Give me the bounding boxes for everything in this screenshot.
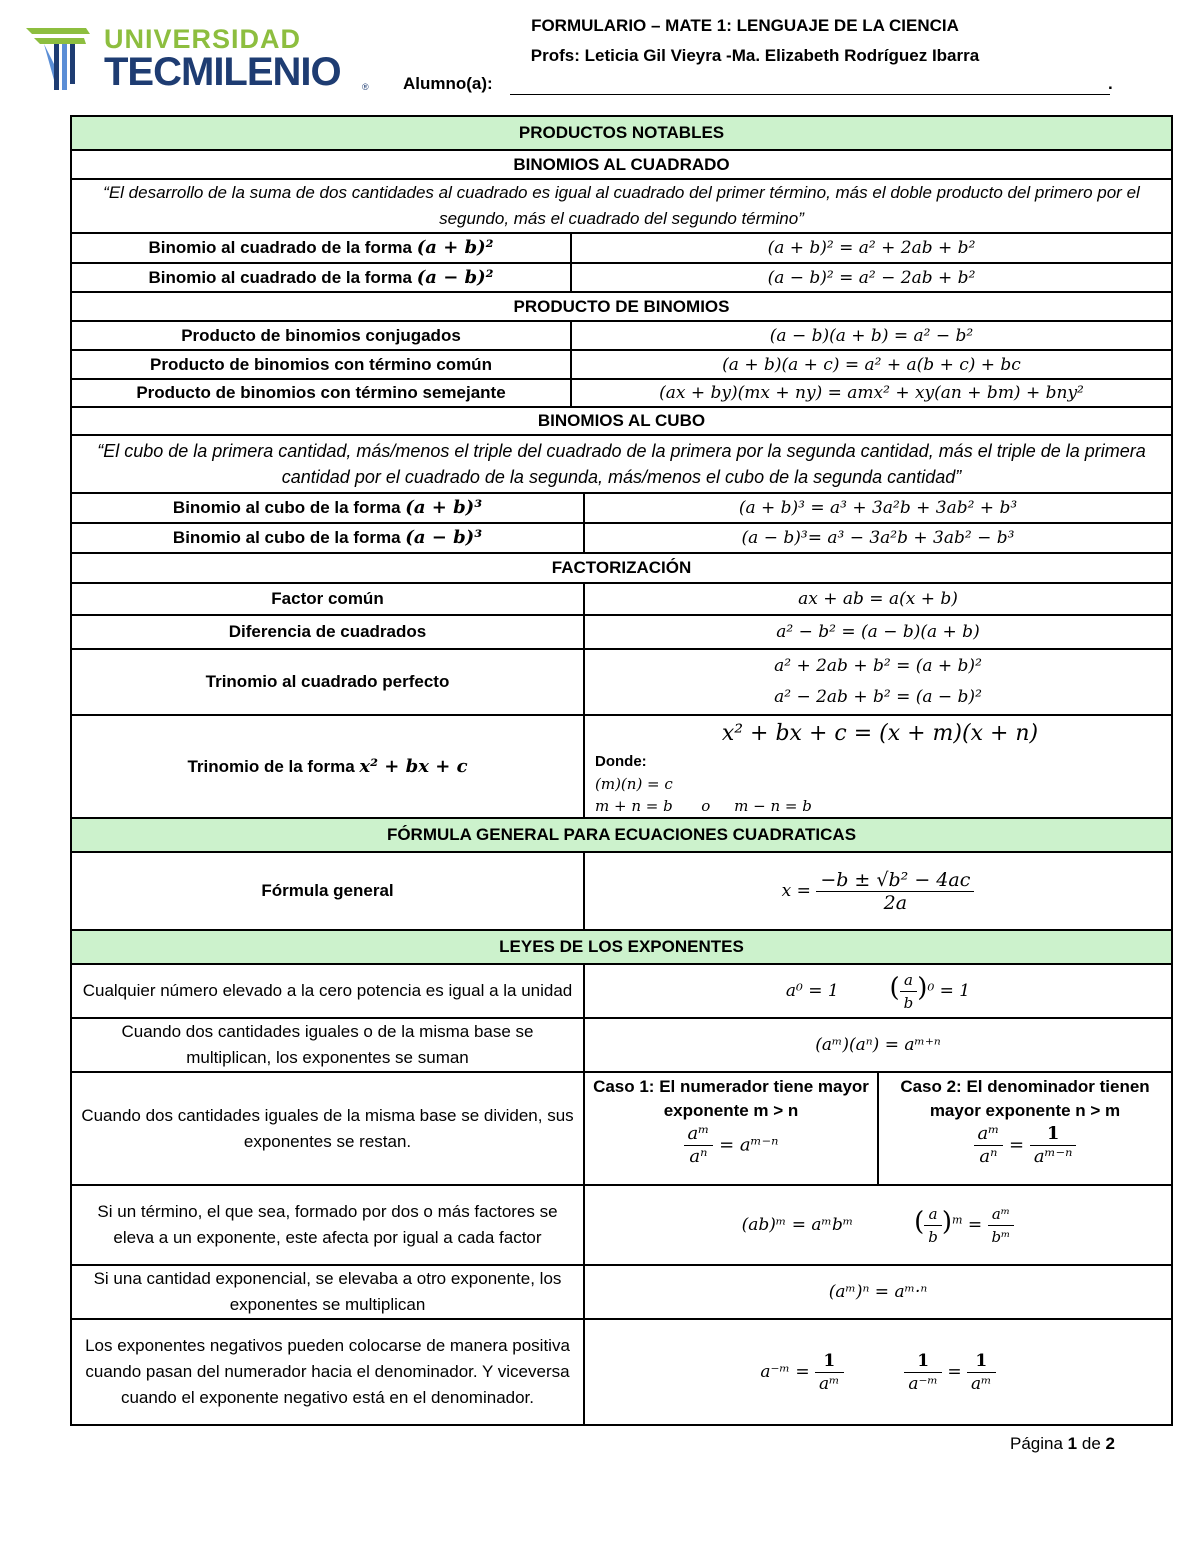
caso-2-eq: = [1009,1134,1025,1156]
caso-1-num: aᵐ [684,1123,714,1146]
ley-negativos-f2-eq: = [947,1361,962,1382]
trinomio-forma-cell [584,715,1172,818]
caso-2-den2: aᵐ⁻ⁿ [1033,1146,1073,1167]
ley-producto-f2-eq: = [967,1214,983,1235]
footer-sep: de [1081,1434,1101,1453]
formula-conjugados: (a − b)(a + b) = a² − b² [571,321,1172,350]
formula-trinomio-perfecto-resta: a² − 2ab + b² = (a − b)² [774,687,982,707]
caso-2 [878,1073,1171,1184]
ley-producto-text: Si un término, el que sea, formado por dos o más factores se eleva a un exponente, este afecta por igual a cada factor [71,1185,584,1265]
logo-line-1: UNIVERSIDAD [104,24,302,54]
formula-binomio-suma: (a + b)² = a² + 2ab + b² [571,233,1172,263]
student-line-end: . [1108,74,1113,93]
footer-prefix: Página [1010,1434,1063,1453]
label-termino-comun: Producto de binomios con término común [71,350,571,379]
formula-trinomio-perfecto-suma: a² + 2ab + b² = (a + b)² [774,656,982,676]
label-termino-semejante: Producto de binomios con término semejante [71,379,571,407]
formula-general-denominator: 2a [883,891,908,914]
formula-trinomio-perfecto [584,649,1172,715]
ley-negativos-f2-den: a⁻ᵐ [908,1373,938,1394]
label-binomio-suma: Binomio al cuadrado de la forma (a + b)² [71,233,571,263]
ley-cero-text: Cualquier número elevado a la cero potencia es igual a la unidad [71,964,584,1018]
ley-division-cases [584,1072,1172,1185]
logo-registered: ® [362,82,369,92]
formula-cubo-resta: (a − b)³= a³ − 3a²b + 3ab² − b³ [584,523,1172,553]
label-cubo-suma: Binomio al cubo de la forma (a + b)³ [71,493,584,523]
logo-line-2: TECMILENIO [104,50,341,94]
ley-negativos-text: Los exponentes negativos pueden colocarse de manera positiva cuando pasan del numerador hacia el denominador. Y viceversa cuando el exponente negativo está en el denominador. [71,1319,584,1425]
ley-cero-formula: a⁰ = 1 ( $\frac{a}{b}$ )⁰ = 1 [584,964,1172,1018]
ley-cero-f2-num: a [900,969,918,992]
professors: Profs: Leticia Gil Vieyra -Ma. Elizabeth Rodríguez Ibarra [530,46,980,65]
ley-negativos-f1-lhs: a⁻ᵐ = [760,1361,810,1382]
subsection-binomios-cubo: BINOMIOS AL CUBO [71,407,1172,435]
formula-factor-comun: ax + ab = a(x + b) [584,583,1172,615]
ley-negativos-f1-num: 1 [815,1350,844,1373]
label-cubo-resta: Binomio al cubo de la forma (a − b)³ [71,523,584,553]
formula-binomio-resta: (a − b)² = a² − 2ab + b² [571,263,1172,292]
condicion-suma: m + n = b o m − n = b [595,796,812,815]
caso-1 [585,1073,878,1184]
formula-general-lhs: x = [781,880,811,901]
ley-producto-formula: (ab)ᵐ = aᵐbᵐ ( $\frac{a}{b}$ )$^m$ = $\frac{\text{aᵐ}}{\text{bᵐ}}$ [584,1185,1172,1265]
ley-potencia-formula: (aᵐ)ⁿ = aᵐ·ⁿ [584,1265,1172,1319]
university-logo [26,24,376,96]
ley-potencia-text: Si una cantidad exponencial, se elevaba a otro exponente, los exponentes se multiplican [71,1265,584,1319]
formula-trinomio-forma: x² + bx + c = (x + m)(x + n) [721,720,1039,746]
ley-producto-f2-rden: bᵐ [991,1227,1011,1246]
caso-1-den: aⁿ [689,1146,708,1167]
label-formula-general: Fórmula general [71,852,584,930]
ley-cero-f2-den: b [903,993,914,1012]
label-diferencia-cuadrados: Diferencia de cuadrados [71,615,584,649]
ley-producto-f2-num: a [924,1203,942,1226]
subsection-binomios-cuadrado: BINOMIOS AL CUADRADO [71,150,1172,179]
label-binomio-resta: Binomio al cuadrado de la forma (a − b)² [71,263,571,292]
label-factor-comun: Factor común [71,583,584,615]
page-footer [1010,1434,1115,1454]
student-name-line[interactable] [510,94,1110,95]
logo-mark-icon [26,24,106,96]
formula-termino-semejante: (ax + by)(mx + ny) = amx² + xy(an + bm) + bny² [571,379,1172,407]
formula-cubo-suma: (a + b)³ = a³ + 3a²b + 3ab² + b³ [584,493,1172,523]
formula-table [70,115,1173,1426]
ley-cero-f1: a⁰ = 1 [785,980,839,1001]
caso-2-num2: 1 [1030,1123,1077,1146]
student-label: Alumno(a): [403,74,493,93]
ley-negativos-formula [584,1319,1172,1425]
ley-negativos-f1-den: aᵐ [819,1373,840,1394]
formula-general [584,852,1172,930]
ley-producto-f2-exp: m [952,1212,963,1226]
ley-negativos-f2-rnum: 1 [967,1350,996,1373]
donde-label: Donde: [595,752,647,770]
section-formula-general: FÓRMULA GENERAL PARA ECUACIONES CUADRATICAS [71,818,1172,852]
ley-producto-f2-rnum: aᵐ [988,1203,1015,1226]
ley-producto-f2-den: b [928,1227,938,1246]
section-productos-notables: PRODUCTOS NOTABLES [71,116,1172,150]
ley-negativos-f2-rden: aᵐ [971,1373,992,1394]
caso-2-num: aᵐ [974,1123,1004,1146]
formula-diferencia-cuadrados: a² − b² = (a − b)(a + b) [584,615,1172,649]
section-leyes-exponentes: LEYES DE LOS EXPONENTES [71,930,1172,964]
ley-producto-f1: (ab)ᵐ = aᵐbᵐ [741,1214,854,1235]
ley-negativos-f2-num: 1 [904,1350,942,1373]
ley-cero-f2-rest: ⁰ = 1 [927,980,971,1001]
formula-termino-comun: (a + b)(a + c) = a² + a(b + c) + bc [571,350,1172,379]
quote-binomios-cubo: “El cubo de la primera cantidad, más/menos el triple del cuadrado de la primera por la segunda cantidad, más el triple de la primera cantidad por el cuadrado de la segunda, más/menos el cubo de la segunda cantidad” [71,435,1172,493]
ley-multiplicacion-formula: (aᵐ)(aⁿ) = aᵐ⁺ⁿ [584,1018,1172,1072]
caso-2-heading: Caso 2: El denominador tienen mayor exponente n > m [900,1077,1150,1120]
caso-1-result: = aᵐ⁻ⁿ [719,1134,779,1156]
formula-general-fraction [816,869,974,914]
label-trinomio-perfecto: Trinomio al cuadrado perfecto [71,649,584,715]
document-title: FORMULARIO – MATE 1: LENGUAJE DE LA CIENCIA [531,16,959,35]
condicion-producto: (m)(n) = c [595,774,673,793]
footer-page: 1 [1067,1434,1078,1453]
caso-1-heading: Caso 1: El numerador tiene mayor exponente m > n [593,1077,869,1120]
formula-general-numerator: −b ± √b² − 4ac [816,869,974,892]
footer-total: 2 [1105,1434,1115,1453]
subsection-producto-binomios: PRODUCTO DE BINOMIOS [71,292,1172,321]
label-trinomio-forma: Trinomio de la forma x² + bx + c [71,715,584,818]
caso-2-den: aⁿ [979,1146,998,1167]
ley-multiplicacion-text: Cuando dos cantidades iguales o de la misma base se multiplican, los exponentes se suman [71,1018,584,1072]
subsection-factorizacion: FACTORIZACIÓN [71,553,1172,583]
quote-binomios-cuadrado: “El desarrollo de la suma de dos cantidades al cuadrado es igual al cuadrado del primer término, más el doble producto del primero por el segundo, más el cuadrado del segundo término” [71,179,1172,233]
label-conjugados: Producto de binomios conjugados [71,321,571,350]
ley-division-text: Cuando dos cantidades iguales de la misma base se dividen, sus exponentes se restan. [71,1072,584,1185]
